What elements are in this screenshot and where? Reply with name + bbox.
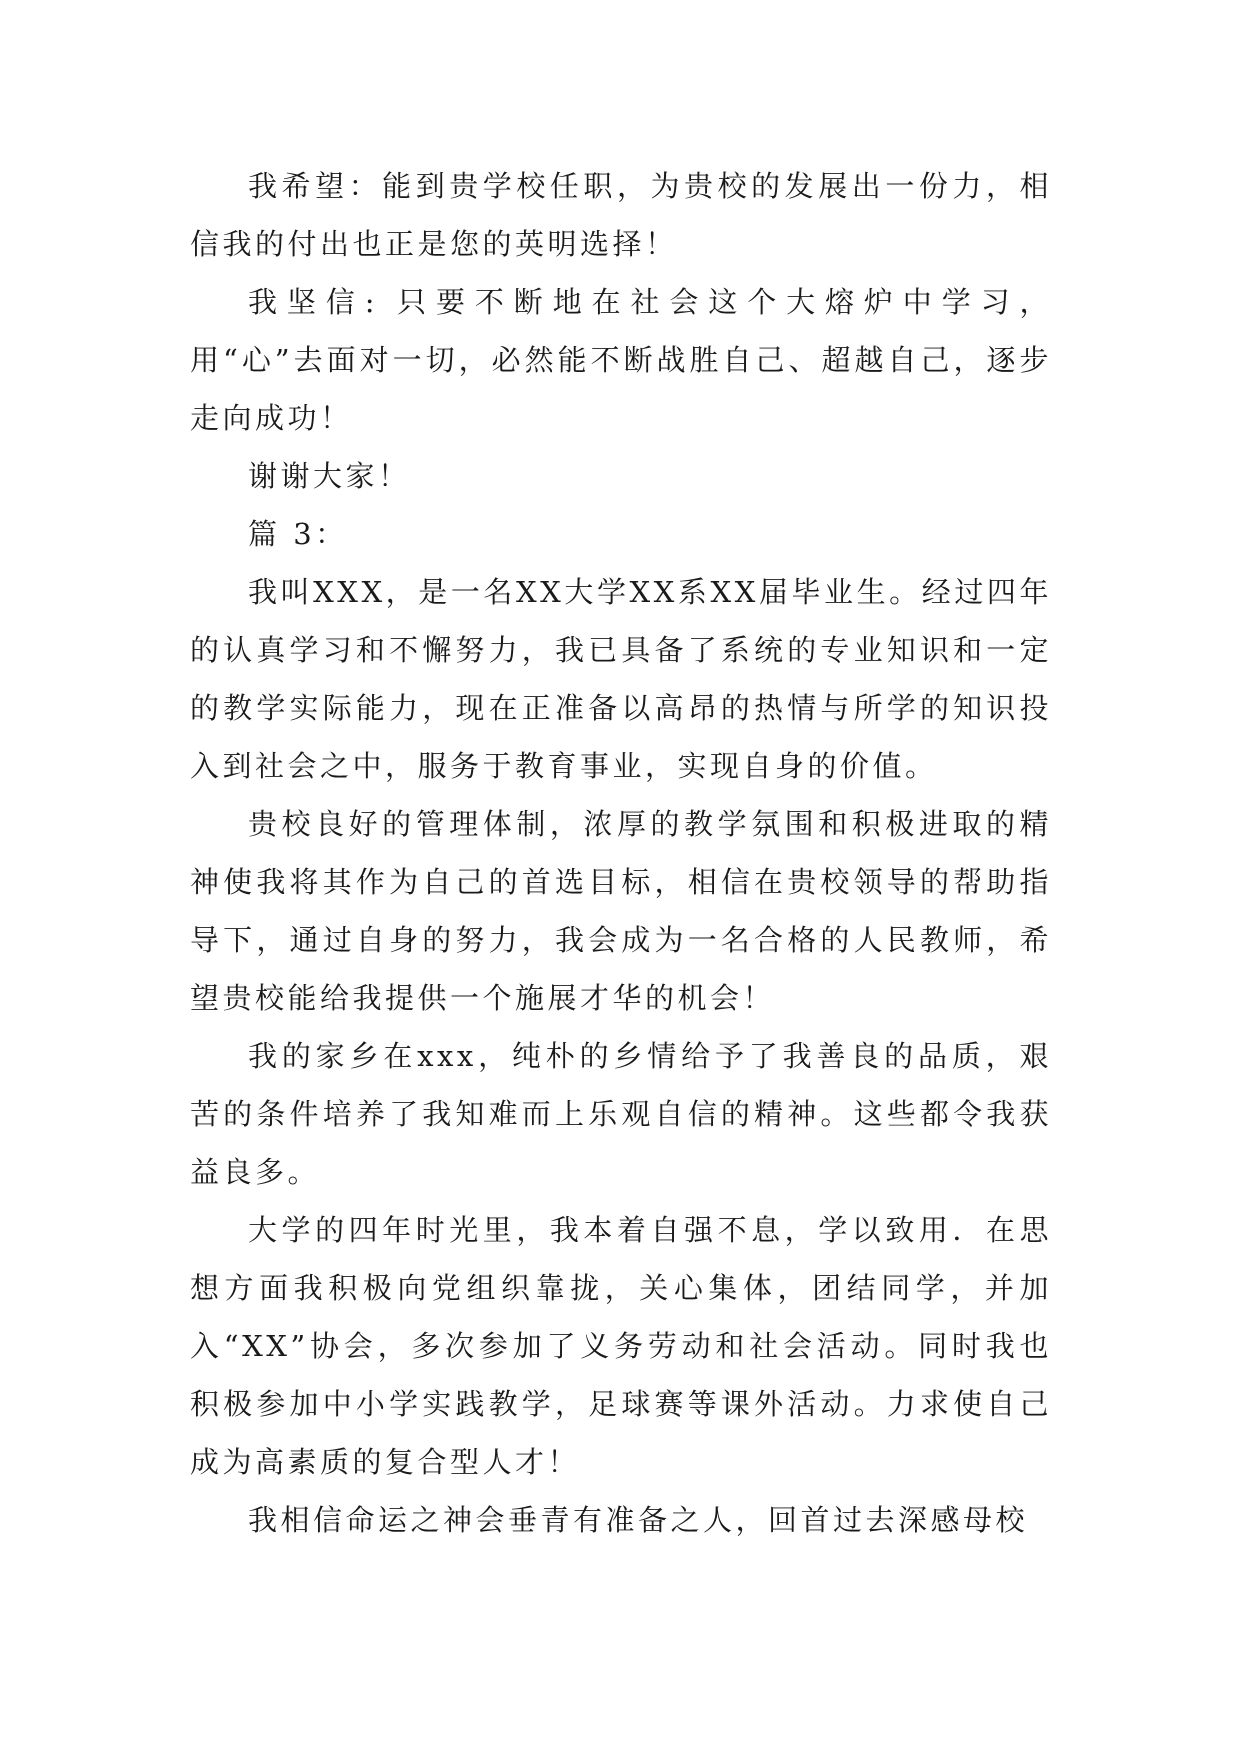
paragraph-hometown: 我的家乡在xxx，纯朴的乡情给予了我善良的品质，艰苦的条件培养了我知难而上乐观自信的精神。这些都令我获益良多。 [190, 1039, 1052, 1189]
paragraph-belief: 我坚信: 只要不断地在社会这个大熔炉中学习，用“心”去面对一切，必然能不断战胜自己、超越自己，逐步走向成功！ [190, 285, 1052, 435]
paragraph-destiny: 我相信命运之神会垂青有准备之人，回首过去深感母校 [248, 1503, 1029, 1537]
paragraph-thanks: 谢谢大家！ [248, 459, 411, 493]
section-heading: 篇 3： [248, 517, 348, 551]
document-body [190, 157, 1052, 1549]
paragraph-hope: 我希望：能到贵学校任职，为贵校的发展出一份力，相信我的付出也正是您的英明选择！ [190, 169, 1052, 261]
paragraph-introduction: 我叫XXX，是一名XX大学XX系XX届毕业生。经过四年的认真学习和不懈努力，我已具备了系统的专业知识和一定的教学实际能力，现在正准备以高昂的热情与所学的知识投入到社会之中，服务于教育事业，实现自身的价值。 [190, 575, 1052, 783]
paragraph-school: 贵校良好的管理体制，浓厚的教学氛围和积极进取的精神使我将其作为自己的首选目标，相信在贵校领导的帮助指导下，通过自身的努力，我会成为一名合格的人民教师，希望贵校能给我提供一个施展才华的机会！ [190, 807, 1052, 1015]
paragraph-university: 大学的四年时光里，我本着自强不息，学以致用．在思想方面我积极向党组织靠拢，关心集体，团结同学，并加入“XX”协会，多次参加了义务劳动和社会活动。同时我也积极参加中小学实践教学，足球赛等课外活动。力求使自己成为高素质的复合型人才！ [190, 1213, 1052, 1479]
